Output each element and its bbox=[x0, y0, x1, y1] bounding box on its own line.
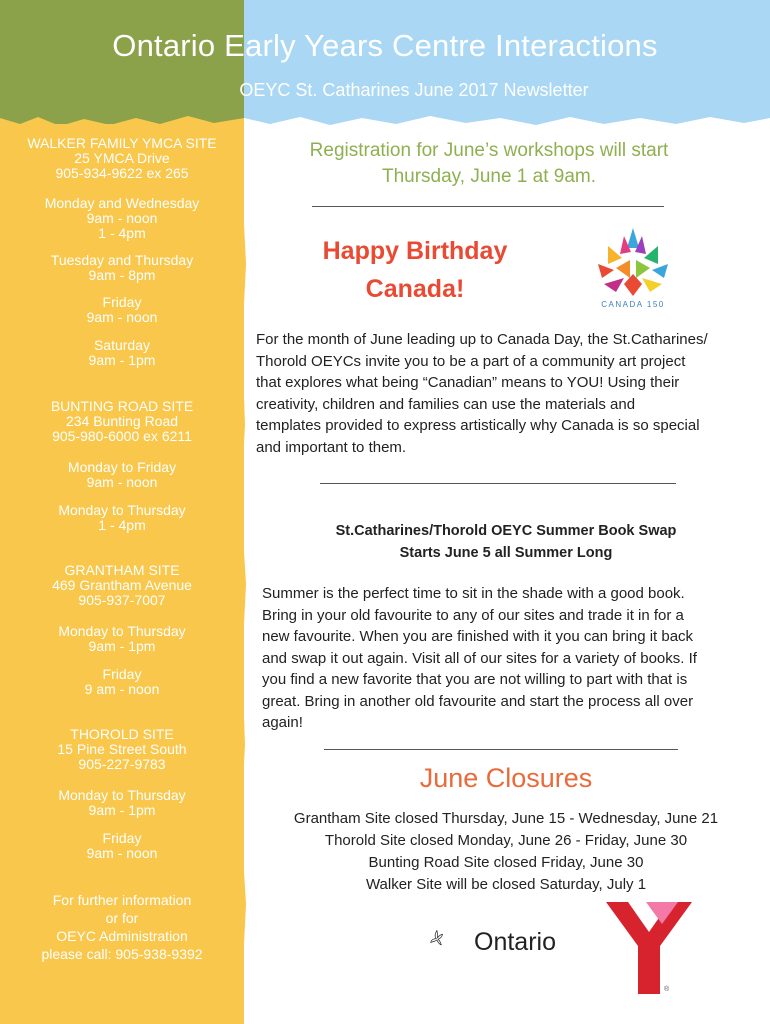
paragraph-line: Bring in your old favourite to any of our sites and trade it in for a bbox=[262, 606, 684, 624]
admin-contact bbox=[0, 891, 244, 963]
heading-line: Canada! bbox=[365, 275, 465, 303]
site-phone: 905-980-6000 ex 6211 bbox=[52, 428, 192, 444]
paragraph-line: great. Bring in another old favourite and start the process all over bbox=[262, 692, 694, 710]
site-name: BUNTING ROAD SITE bbox=[50, 398, 194, 414]
paragraph-line: creativity, children and families can use the materials and bbox=[256, 395, 636, 413]
closure-item: Walker Site will be closed Saturday, July 1 bbox=[365, 876, 647, 893]
site-name: WALKER FAMILY YMCA SITE bbox=[27, 135, 217, 151]
site-address: 25 YMCA Drive bbox=[74, 150, 170, 166]
heading-line: Happy Birthday bbox=[322, 237, 508, 265]
paragraph-line: that explores what being “Canadian” means to YOU! Using their bbox=[256, 374, 680, 391]
paragraph-line: and swap it out again. Visit all of our sites for a variety of books. If bbox=[262, 649, 697, 667]
site-phone: 905-227-9783 bbox=[78, 756, 166, 772]
closure-item: Bunting Road Site closed Friday, June 30 bbox=[368, 854, 644, 871]
schedule-days: Friday bbox=[102, 294, 142, 310]
schedule-hours: 1 - 4pm bbox=[98, 225, 146, 241]
site-phone: 905-937-7007 bbox=[78, 592, 166, 608]
schedule-hours: 9am - noon bbox=[86, 845, 158, 861]
closures-list bbox=[256, 808, 756, 896]
ymca-registered-mark: ® bbox=[664, 986, 670, 993]
schedule-days: Monday and Wednesday bbox=[44, 195, 200, 211]
heading-line: St.Catharines/Thorold OEYC Summer Book Swap bbox=[335, 523, 677, 539]
paragraph-line: For the month of June leading up to Canada Day, the St.Catharines/ bbox=[256, 331, 708, 348]
schedule-days: Saturday bbox=[93, 337, 151, 353]
divider bbox=[324, 749, 678, 750]
site-address: 234 Bunting Road bbox=[65, 413, 179, 429]
thorold-schedule-1 bbox=[0, 788, 244, 818]
site-name: GRANTHAM SITE bbox=[64, 562, 180, 578]
heading-line: Starts June 5 all Summer Long bbox=[399, 545, 613, 561]
closure-item: Thorold Site closed Monday, June 26 - Friday, June 30 bbox=[324, 832, 688, 849]
closure-item: Grantham Site closed Thursday, June 15 - Wednesday, June 21 bbox=[293, 810, 719, 827]
ontario-wordmark: Ontario bbox=[474, 928, 556, 956]
grantham-schedule-1 bbox=[0, 624, 244, 654]
header-right-panel bbox=[244, 0, 770, 128]
schedule-days: Friday bbox=[102, 666, 142, 682]
art-project-paragraph bbox=[256, 329, 756, 458]
walker-schedule-1 bbox=[0, 196, 244, 241]
divider bbox=[312, 206, 664, 207]
schedule-hours: 9am - 8pm bbox=[88, 267, 156, 283]
site-walker bbox=[0, 136, 244, 181]
paragraph-line: templates provided to express artistically why Canada is so special bbox=[256, 417, 700, 434]
schedule-hours: 9am - 1pm bbox=[88, 802, 156, 818]
schedule-hours: 9am - noon bbox=[86, 210, 158, 226]
schedule-days: Monday to Friday bbox=[67, 459, 177, 475]
schedule-days: Friday bbox=[102, 830, 142, 846]
june-closures-heading: June Closures bbox=[419, 763, 593, 793]
contact-line: please call: 905-938-9392 bbox=[41, 946, 203, 962]
ontario-trillium-logo-icon bbox=[430, 910, 474, 966]
contact-line: OEYC Administration bbox=[56, 928, 188, 944]
site-name: THOROLD SITE bbox=[70, 726, 174, 742]
paragraph-line: you find a new favorite that you are not willing to part with that is bbox=[262, 671, 688, 688]
contact-line: or for bbox=[105, 910, 139, 926]
schedule-days: Monday to Thursday bbox=[58, 502, 186, 518]
schedule-hours: 1 - 4pm bbox=[98, 517, 146, 533]
canada-150-label: CANADA 150 bbox=[601, 300, 665, 309]
schedule-days: Monday to Thursday bbox=[58, 787, 186, 803]
book-swap-paragraph bbox=[262, 583, 758, 734]
walker-schedule-2 bbox=[0, 253, 244, 283]
header-left-panel bbox=[0, 0, 244, 128]
bunting-schedule-2 bbox=[0, 503, 244, 533]
registration-line: Thursday, June 1 at 9am. bbox=[381, 166, 597, 187]
paragraph-line: Thorold OEYCs invite you to be a part of a community art project bbox=[256, 352, 686, 370]
registration-notice bbox=[256, 138, 722, 190]
bunting-schedule-1 bbox=[0, 460, 244, 490]
paragraph-line: Summer is the perfect time to sit in the shade with a good book. bbox=[262, 585, 685, 602]
site-address: 469 Grantham Avenue bbox=[52, 577, 192, 593]
divider bbox=[320, 483, 676, 484]
newsletter-subtitle: OEYC St. Catharines June 2017 Newsletter bbox=[239, 80, 589, 100]
site-thorold bbox=[0, 727, 244, 772]
book-swap-heading bbox=[256, 520, 756, 564]
paragraph-line: and important to them. bbox=[256, 438, 407, 456]
ymca-logo-icon bbox=[606, 902, 692, 998]
walker-schedule-3 bbox=[0, 295, 244, 325]
contact-line: For further information bbox=[52, 892, 192, 908]
site-phone: 905-934-9622 ex 265 bbox=[55, 165, 189, 181]
grantham-schedule-2 bbox=[0, 667, 244, 697]
paragraph-line: again! bbox=[262, 714, 303, 731]
site-bunting bbox=[0, 399, 244, 444]
registration-line: Registration for June’s workshops will start bbox=[309, 140, 669, 161]
canada-birthday-heading bbox=[290, 232, 540, 308]
paragraph-line: new favourite. When you are finished with it you can bring it back bbox=[262, 628, 694, 645]
schedule-days: Monday to Thursday bbox=[58, 623, 186, 639]
schedule-hours: 9am - 1pm bbox=[88, 352, 156, 368]
schedule-hours: 9am - noon bbox=[86, 474, 158, 490]
schedule-hours: 9am - 1pm bbox=[88, 638, 156, 654]
schedule-days: Tuesday and Thursday bbox=[50, 252, 194, 268]
walker-schedule-4 bbox=[0, 338, 244, 368]
site-grantham bbox=[0, 563, 244, 608]
thorold-schedule-2 bbox=[0, 831, 244, 861]
schedule-hours: 9am - noon bbox=[86, 309, 158, 325]
schedule-hours: 9 am - noon bbox=[84, 681, 160, 697]
site-address: 15 Pine Street South bbox=[57, 741, 187, 757]
newsletter-title: Ontario Early Years Centre Interactions bbox=[112, 28, 658, 63]
